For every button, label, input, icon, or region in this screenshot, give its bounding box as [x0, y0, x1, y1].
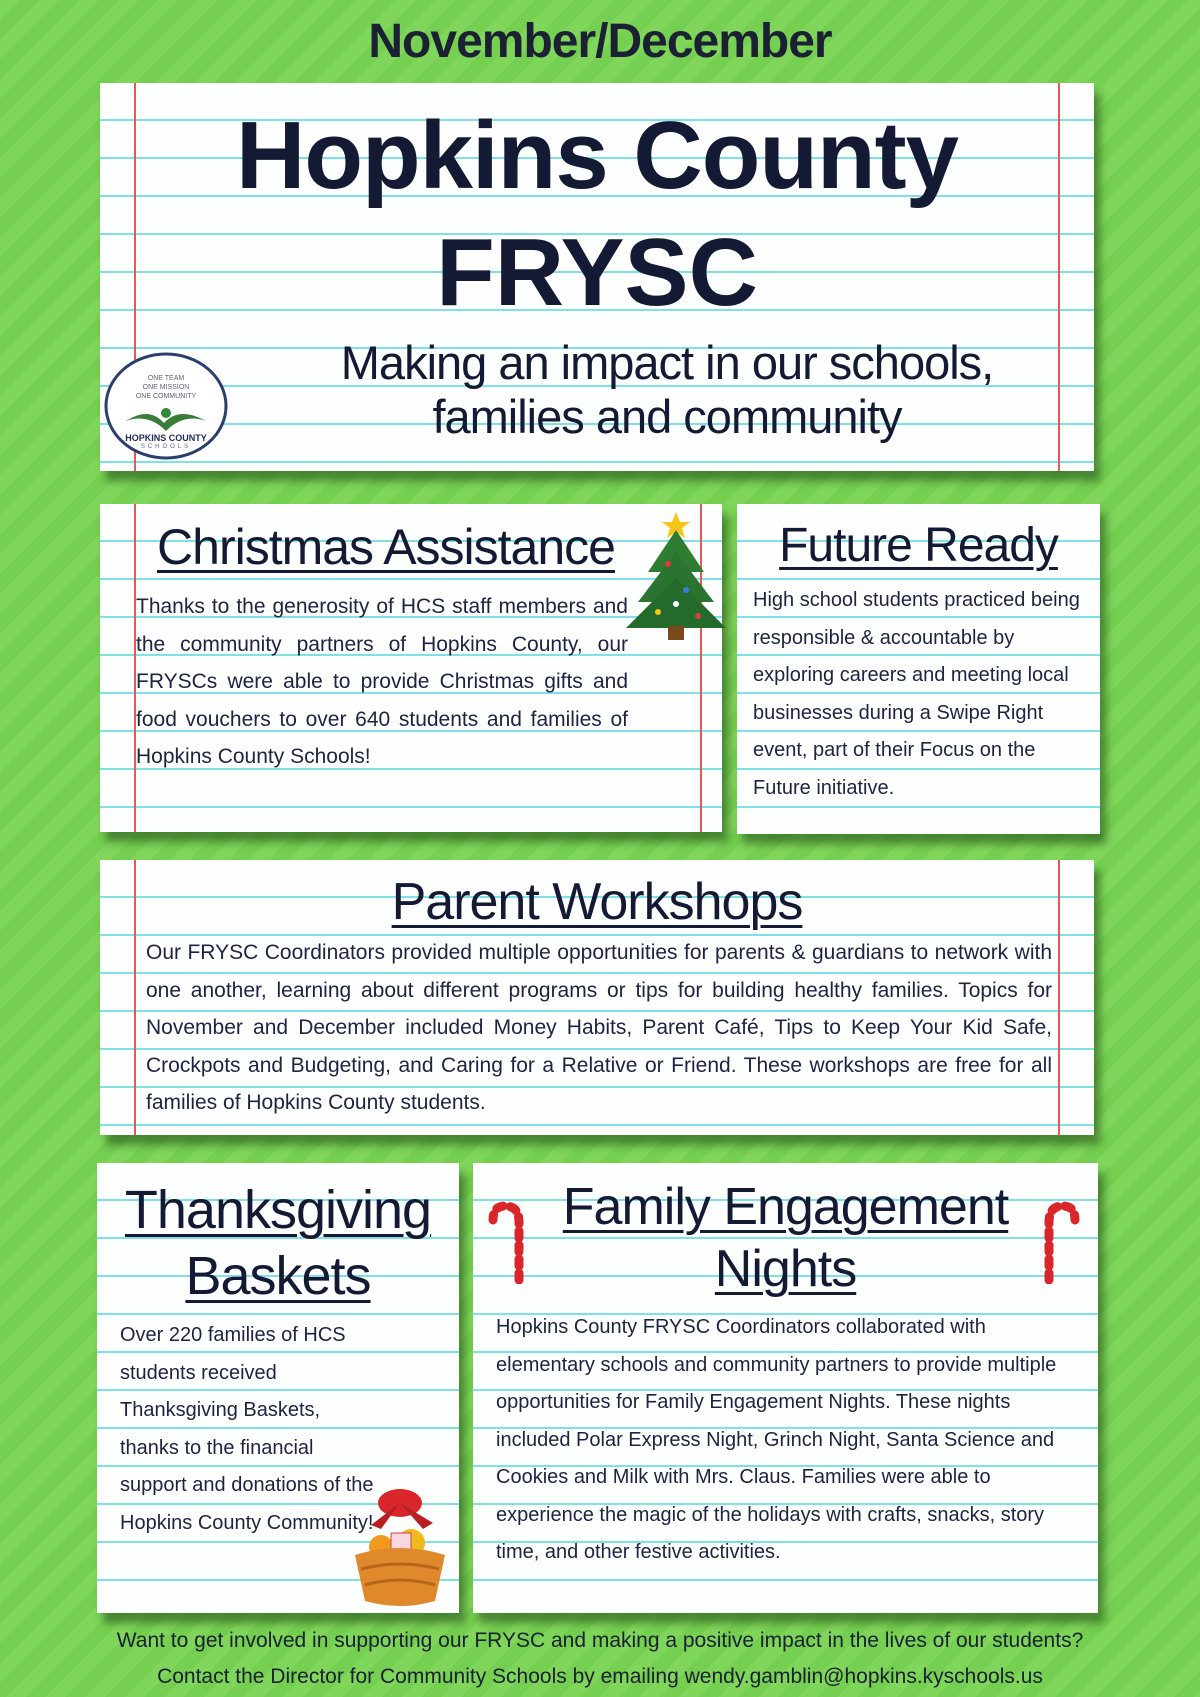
future-ready-heading: Future Ready — [779, 519, 1058, 572]
future-ready-text: High school students practiced being responsible & accountable by exploring careers and meeting local businesses during a Swipe Right event, part of their Focus on the Future initiative. — [753, 589, 1080, 799]
logo-name: HOPKINS COUNTY — [125, 433, 207, 443]
candy-cane-icon — [1035, 1200, 1083, 1284]
footer-contact: Contact the Director for Community Schools by emailing wendy.gamblin@hopkins.kyschools.us — [157, 1665, 1043, 1688]
family-engagement-heading-line1: Family Engagement — [562, 1178, 1009, 1236]
logo-line3: ONE COMMUNITY — [135, 393, 197, 400]
christmas-assistance-text: Thanks to the generosity of HCS staff members and the community partners of Hopkins County, our FRYSCs were able to provide Christmas gifts and food vouchers to over 640 students and families of Hopkins County Schools! — [136, 595, 628, 768]
footer-call-to-action: Want to get involved in supporting our FRYSC and making a positive impact in the lives of our students? — [116, 1629, 1084, 1652]
thanksgiving-text: Over 220 families of HCS students received Thanksgiving Baskets, thanks to the financial support and donations of the Hopkins County Community! — [120, 1324, 374, 1534]
gift-basket-icon — [341, 1485, 459, 1609]
parent-workshops-heading: Parent Workshops — [391, 873, 803, 931]
parent-workshops-text: Our FRYSC Coordinators provided multiple opportunities for parents & guardians to network with one another, learning about different programs or tips for building healthy families. Topics for November and December included Money Habits, Parent Café, Tips to Keep Your Kid Safe, Crockpots and Budgeting, and Caring for a Relative or Friend. These workshops are free for all families of Hopkins County students. — [146, 941, 1052, 1114]
newsletter-period: November/December — [368, 15, 832, 68]
candy-cane-icon — [485, 1200, 533, 1284]
header-card — [100, 83, 1094, 471]
tagline-line1: Making an impact in our schools, — [340, 336, 994, 389]
christmas-assistance-heading: Christmas Assistance — [157, 519, 615, 575]
logo-line2: ONE MISSION — [142, 384, 190, 391]
family-engagement-card — [473, 1163, 1098, 1613]
school-logo — [104, 351, 228, 461]
page-title-line2: FRYSC — [436, 219, 758, 326]
logo-sub: SCHOOLS — [140, 444, 192, 450]
family-engagement-text: Hopkins County FRYSC Coordinators collaborated with elementary schools and community partners to provide multiple opportunities for Family Engagement Nights. These nights included Polar Express Night, Grinch Night, Santa Science and Cookies and Milk with Mrs. Claus. Families were able to experience the magic of the holidays with crafts, snacks, story time, and other festive activities. — [496, 1316, 1057, 1563]
christmas-assistance-card — [100, 504, 722, 832]
parent-workshops-card — [100, 860, 1094, 1135]
christmas-tree-icon — [620, 508, 732, 642]
page-title-line1: Hopkins County — [236, 102, 958, 209]
thanksgiving-heading-line2: Baskets — [185, 1246, 371, 1306]
logo-line1: ONE TEAM — [147, 375, 185, 382]
tagline-line2: families and community — [432, 390, 902, 443]
thanksgiving-baskets-card — [97, 1163, 459, 1613]
family-engagement-heading-line2: Nights — [714, 1240, 857, 1298]
thanksgiving-heading-line1: Thanksgiving — [124, 1180, 432, 1240]
future-ready-card — [737, 504, 1100, 834]
